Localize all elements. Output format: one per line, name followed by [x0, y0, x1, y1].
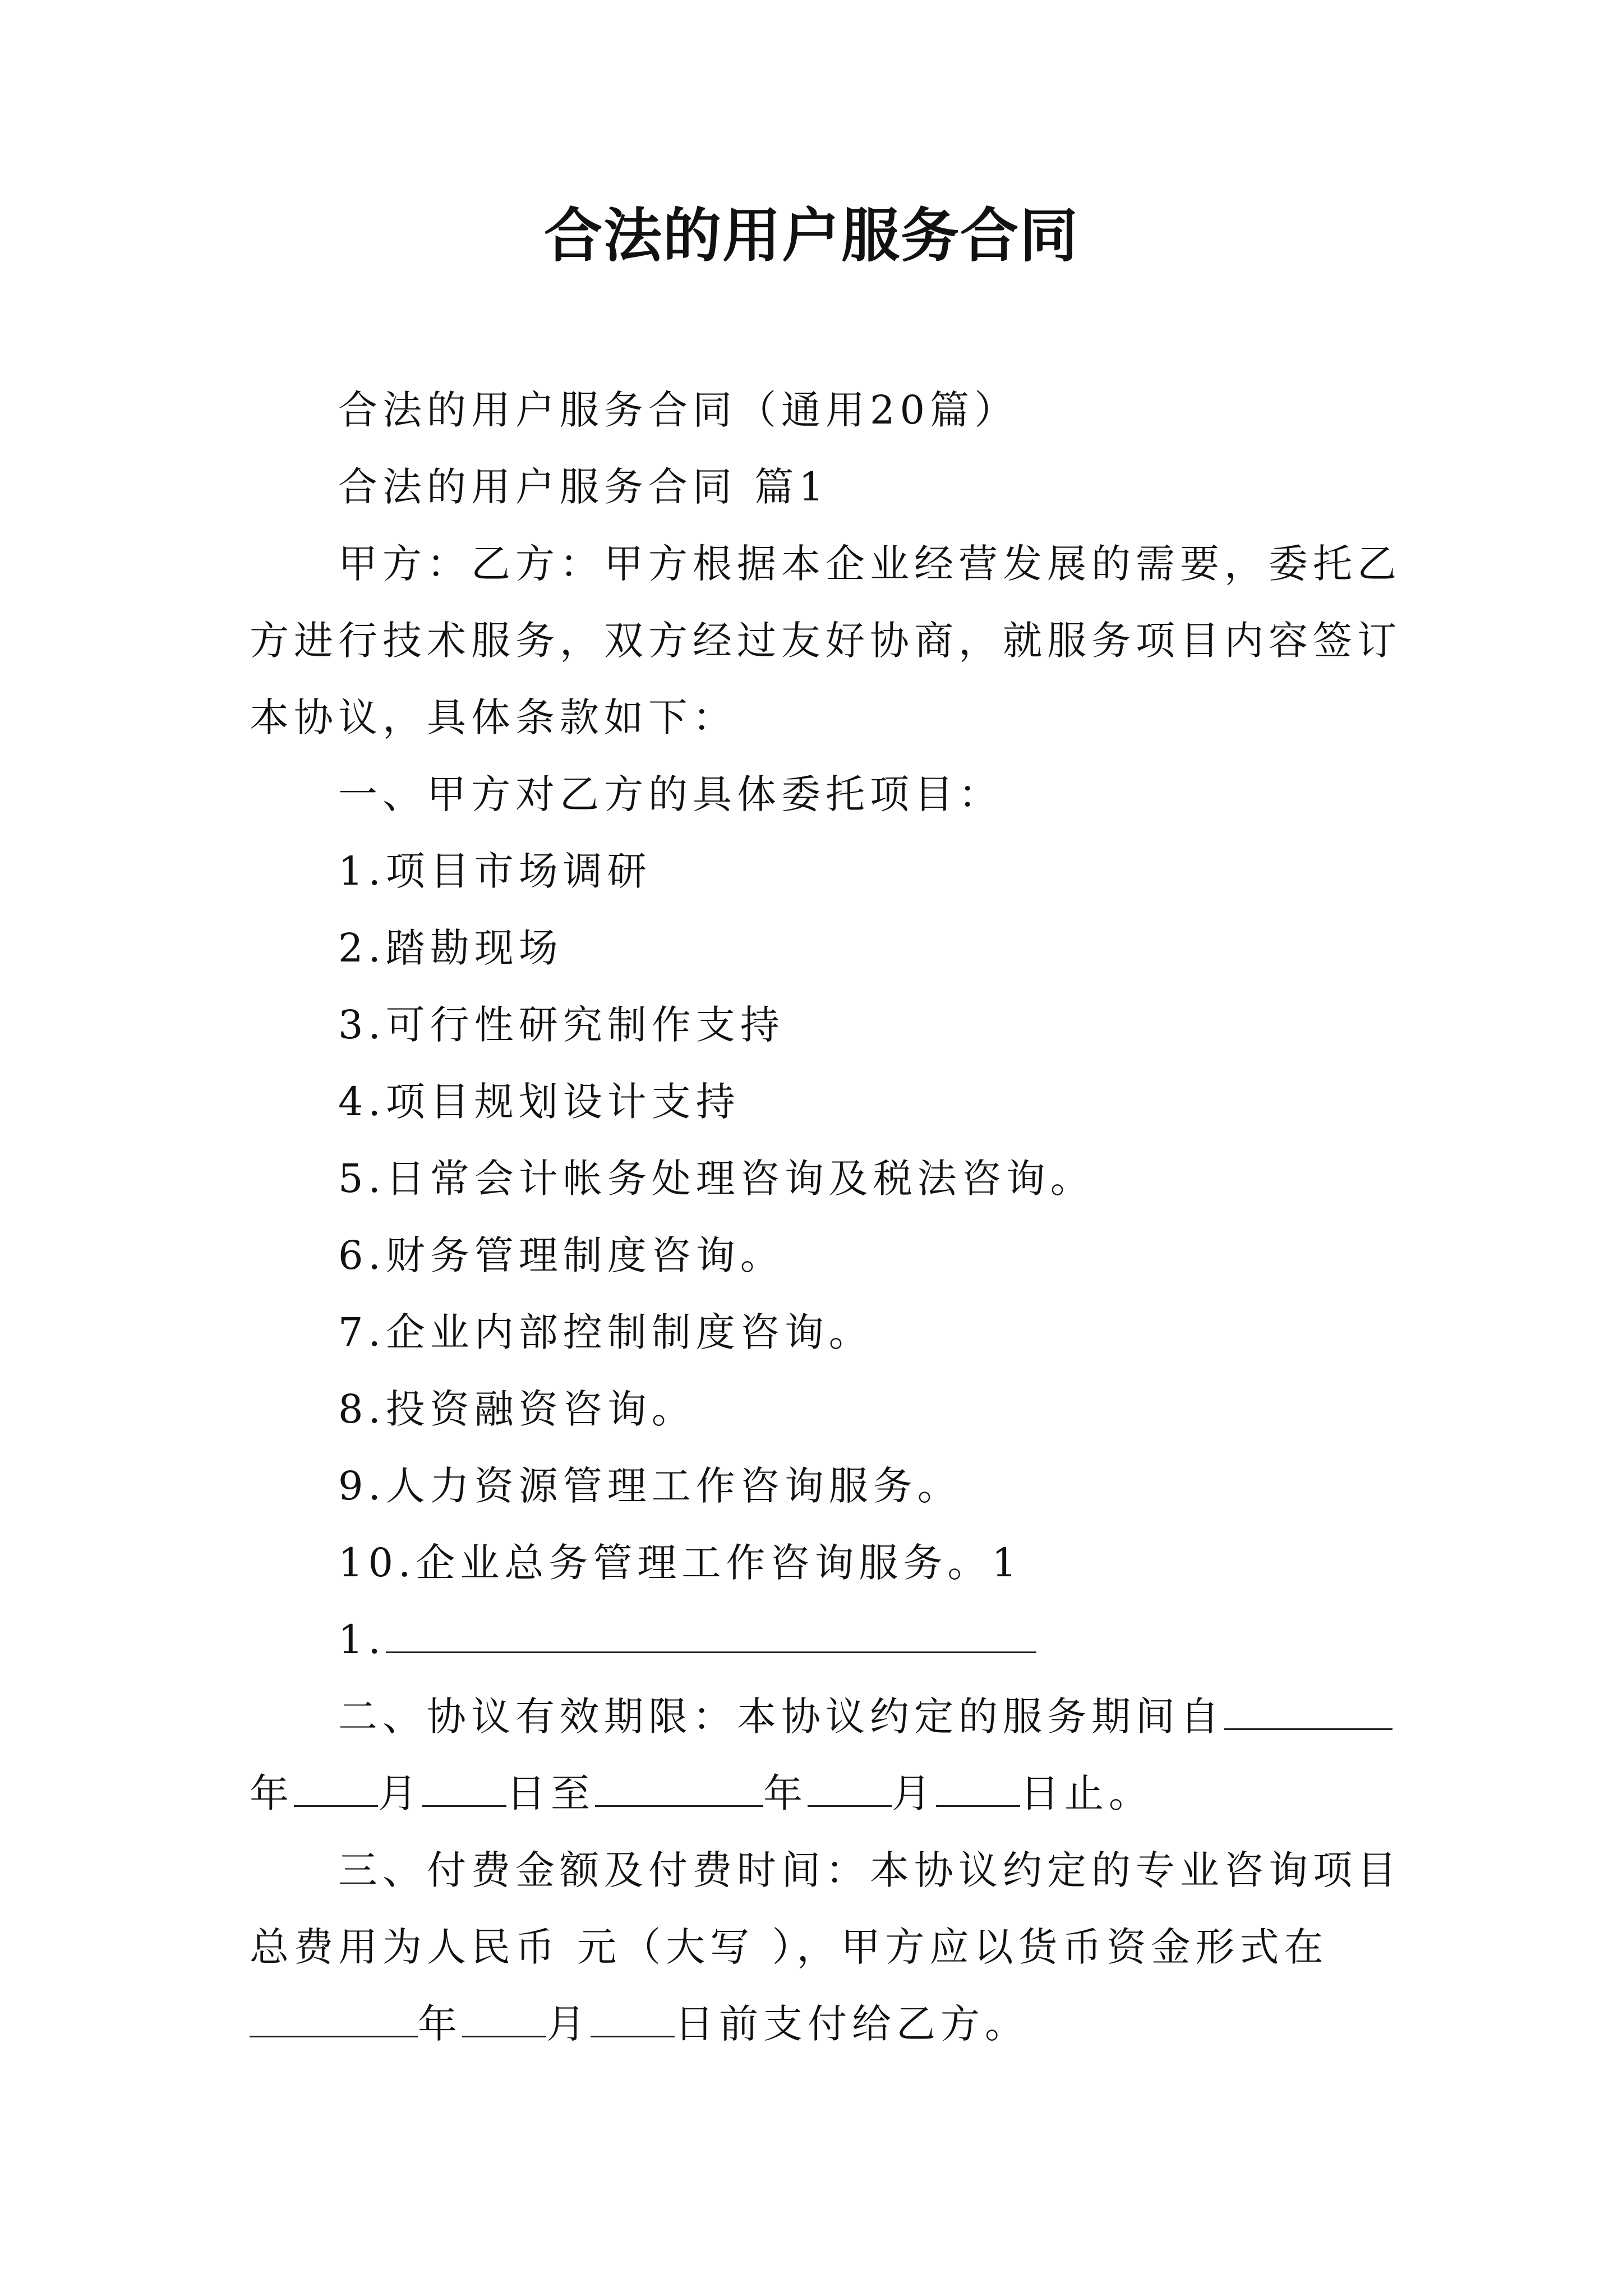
list-item: 4.项目规划设计支持 — [338, 1079, 740, 1125]
fill-in-blank[interactable] — [591, 1999, 675, 2037]
month-label: 月 — [892, 1770, 936, 1816]
fill-in-blank[interactable] — [250, 1999, 418, 2037]
day-to-label: 日至 — [506, 1770, 595, 1816]
fill-in-blank[interactable] — [294, 1768, 378, 1807]
clause-3-line-1: 三、付费金额及付费时间：本协议约定的专业咨询项目 — [338, 1847, 1401, 1893]
intro-line-1: 甲方：乙方：甲方根据本企业经营发展的需要，委托乙 — [338, 541, 1401, 587]
section-heading: 合法的用户服务合同 篇1 — [338, 464, 829, 510]
clause-3-line-3 — [250, 1986, 1029, 2062]
list-item: 9.人力资源管理工作咨询服务。 — [338, 1463, 962, 1509]
list-item: 3.可行性研究制作支持 — [338, 1002, 785, 1048]
list-item: 8.投资融资咨询。 — [338, 1386, 696, 1432]
month-label: 月 — [546, 2001, 591, 2047]
clause-2-line-1 — [338, 1678, 1393, 1755]
year-label: 年 — [763, 1770, 808, 1816]
fill-in-blank[interactable] — [422, 1768, 506, 1807]
list-item: 7.企业内部控制制度咨询。 — [338, 1309, 873, 1355]
fill-in-blank[interactable] — [386, 1614, 1036, 1653]
list-item: 6.财务管理制度咨询。 — [338, 1232, 785, 1278]
year-label: 年 — [418, 2001, 462, 2047]
clause-1-heading: 一、甲方对乙方的具体委托项目： — [338, 771, 1003, 817]
fill-in-blank[interactable] — [595, 1768, 763, 1807]
blank-item-line — [338, 1602, 1036, 1678]
blank-item-prefix: 1. — [338, 1617, 386, 1663]
year-label: 年 — [250, 1770, 294, 1816]
document-title: 合法的用户服务合同 — [543, 201, 1079, 270]
clause-2-text: 二、协议有效期限：本协议约定的服务期间自 — [338, 1694, 1224, 1740]
list-item: 2.踏勘现场 — [338, 925, 563, 971]
list-item: 1.项目市场调研 — [338, 848, 652, 894]
fill-in-blank[interactable] — [808, 1768, 892, 1807]
day-end-label: 日止。 — [1020, 1770, 1153, 1816]
clause-2-line-2 — [250, 1755, 1153, 1832]
clause-3-line-2: 总费用为人民币 元（大写 ），甲方应以货币资金形式在 — [250, 1924, 1329, 1970]
fill-in-blank[interactable] — [936, 1768, 1020, 1807]
fill-in-blank[interactable] — [1224, 1691, 1393, 1730]
intro-line-3: 本协议，具体条款如下： — [250, 694, 737, 740]
list-item: 5.日常会计帐务处理咨询及税法咨询。 — [338, 1156, 1095, 1202]
document-subtitle: 合法的用户服务合同（通用20篇） — [338, 387, 1019, 433]
list-item: 10.企业总务管理工作咨询服务。1 — [338, 1540, 1022, 1586]
day-end-label: 日前支付给乙方。 — [675, 2001, 1029, 2047]
month-label: 月 — [378, 1770, 422, 1816]
fill-in-blank[interactable] — [462, 1999, 546, 2037]
intro-line-2: 方进行技术服务，双方经过友好协商，就服务项目内容签订 — [250, 618, 1401, 664]
